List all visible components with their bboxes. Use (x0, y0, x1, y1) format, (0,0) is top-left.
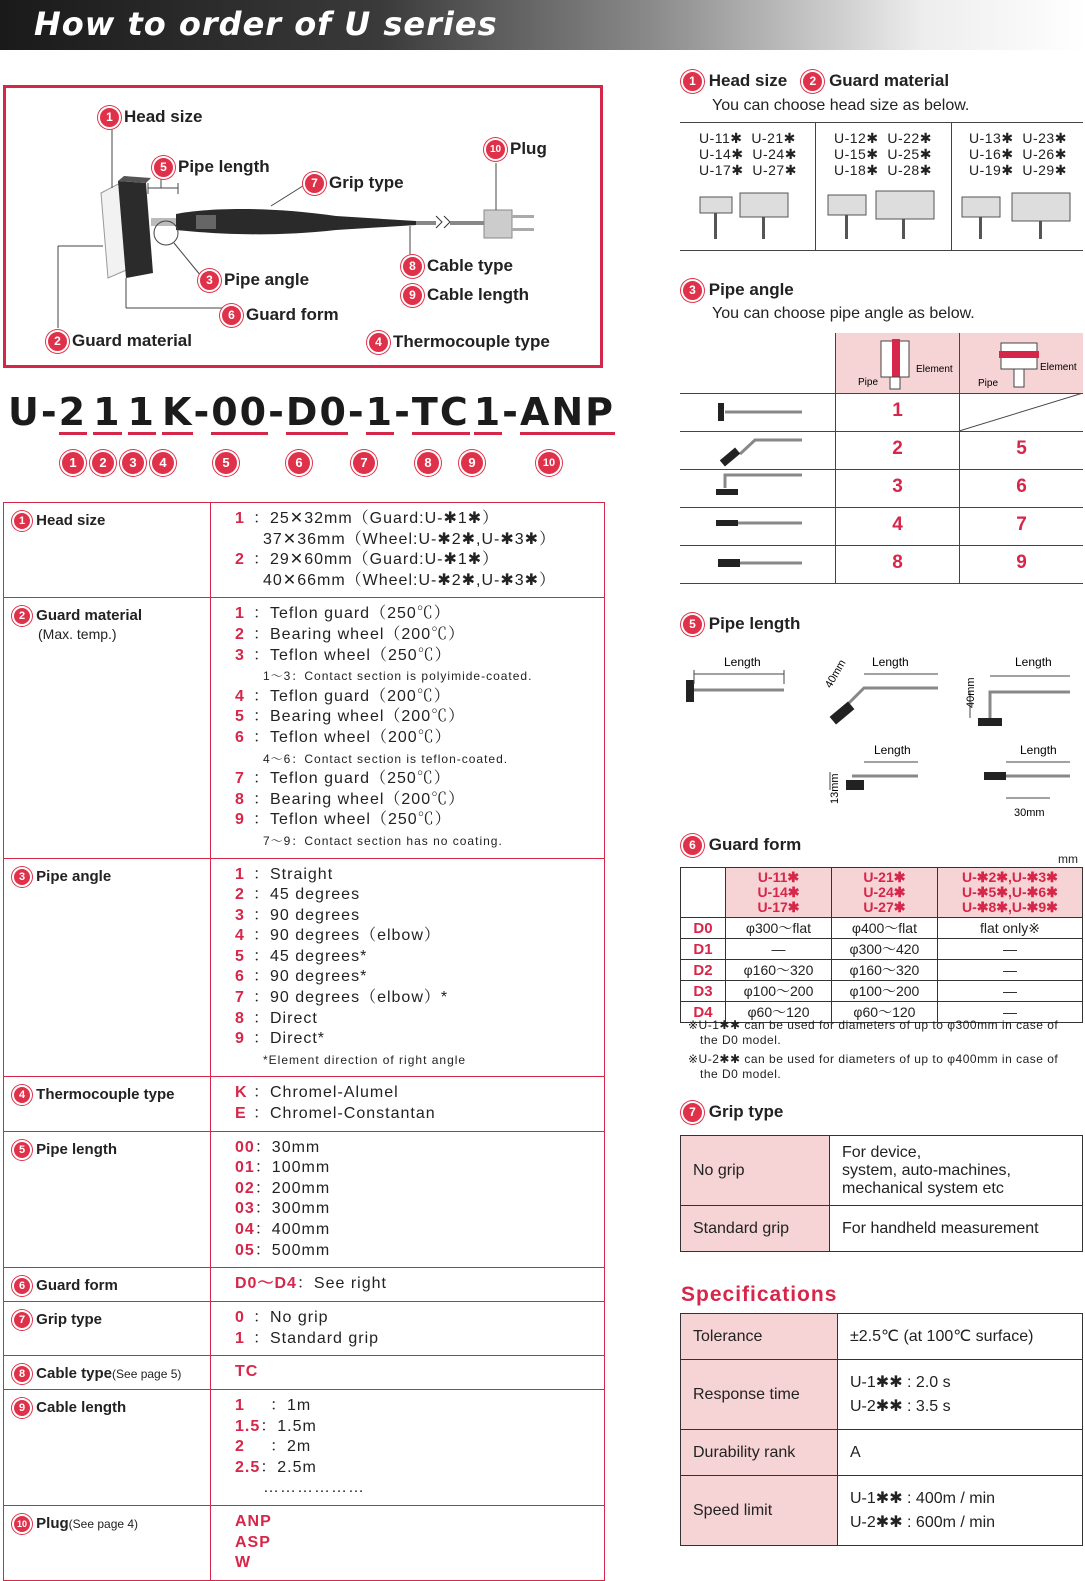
option-code: 2 (235, 1438, 245, 1456)
code-badge-9: 9 (459, 450, 485, 476)
option-text: ：Teflon guard（250℃） (253, 770, 451, 788)
option-code: 01 (235, 1159, 255, 1177)
option-line (235, 831, 604, 852)
guard-form-header: U-11✱ U-14✱ U-17✱ (726, 868, 832, 918)
label-cable-type: 8 Cable type (401, 255, 513, 278)
pipe-angle-code: 4 (892, 514, 903, 535)
option-code: 1 (235, 1396, 245, 1414)
dim-40mm-b: 40mm (965, 677, 977, 708)
option-text: ：Direct* (253, 1030, 326, 1048)
option-text: ：29✕60mm（Guard:U-✱1✱） (253, 551, 500, 569)
code-seg-pipe-length: 00 (211, 390, 269, 434)
option-line (235, 947, 604, 968)
option-line (235, 1199, 604, 1220)
badge-4: 4 (367, 331, 390, 354)
option-code: 02 (235, 1179, 255, 1197)
option-line (235, 625, 604, 646)
option-note: 4～6：Contact section is teflon-coated. (263, 751, 509, 766)
code-badge-3: 3 (120, 450, 146, 476)
option-line (235, 906, 604, 927)
option-code: 6 (235, 728, 245, 746)
option-text: ：Bearing wheel（200℃） (253, 625, 466, 643)
option-line (235, 1553, 604, 1574)
option-line (235, 1029, 604, 1050)
options-pipe-angle (211, 858, 605, 1077)
option-line (235, 1329, 604, 1350)
option-code: 9 (235, 811, 245, 829)
option-code: 04 (235, 1221, 255, 1238)
row-cable-length: 9 Cable length 1 ：1m 1.5：1.5m 2 ：2m 2.5：2.5m ……………… (4, 1389, 605, 1505)
head-model-line: U-13✱ U-23✱ (969, 130, 1067, 146)
label-plug: 10 Plug (484, 138, 547, 161)
option-text: ：500mm (254, 1241, 331, 1259)
spec-row: Speed limit U-1✱✱ : 400m / min U-2✱✱ : 600m / min (681, 1476, 1083, 1546)
option-line (235, 749, 604, 770)
badge-10: 10 (484, 138, 507, 161)
option-text: ：90 degrees（elbow） (253, 927, 441, 945)
option-text: ：100mm (254, 1159, 331, 1177)
code-badge-4: 4 (150, 450, 176, 476)
label-head-size: 1 Head size (98, 106, 202, 129)
badge-1: 1 (98, 106, 121, 129)
option-line (235, 1158, 604, 1179)
option-code: 2 (235, 886, 245, 904)
option-code: D0～D4 (235, 1275, 297, 1293)
head-model-line: U-12✱ U-22✱ (834, 130, 932, 146)
option-text: ：See right (296, 1275, 387, 1293)
guard-form-notes (688, 1018, 1080, 1086)
option-text: ……………… (263, 1479, 365, 1497)
option-line (235, 1362, 604, 1383)
option-code: 3 (235, 646, 245, 664)
option-line (235, 1104, 604, 1125)
pipe-angle-code: 6 (1016, 476, 1027, 497)
option-code: ASP (235, 1533, 271, 1551)
section-grip-type-title: 7 Grip type (681, 1101, 783, 1124)
badge-2: 2 (46, 330, 69, 353)
pipe-angle-code: 3 (892, 476, 903, 497)
option-text: ：No grip (253, 1309, 329, 1327)
guard-form-table (680, 867, 1083, 1023)
guard-form-header: U-21✱ U-24✱ U-27✱ (831, 868, 937, 918)
option-text: ：45 degrees (253, 886, 361, 904)
section-head-size-title: 1 Head size 2 Guard material (681, 70, 949, 93)
code-seg-guard-material: 1 (93, 390, 122, 434)
code-seg-pipe-angle: 1 (127, 390, 156, 434)
option-line (235, 728, 604, 749)
code-prefix: U- (8, 390, 59, 434)
option-line (235, 885, 604, 906)
option-code: 2.5 (235, 1458, 261, 1476)
head-size-subtitle: You can choose head size as below. (712, 97, 970, 114)
option-code: 1.5 (235, 1417, 261, 1435)
option-code: 1 (235, 1329, 245, 1347)
code-seg-head-size: 2 (58, 390, 88, 434)
element-label-1: Element (916, 364, 953, 375)
option-text: ：Standard grip (253, 1329, 380, 1347)
spec-row: Durability rank A (681, 1430, 1083, 1476)
label-thermocouple-type: 4 Thermocouple type (367, 331, 550, 354)
length-label-5: Length (1020, 743, 1057, 757)
option-text: ：90 degrees* (253, 968, 368, 986)
option-text: 37✕36mm（Wheel:U-✱2✱,U-✱3✱） (263, 530, 557, 548)
row-cable-type: 8 Cable type(See page 5) TC (4, 1356, 605, 1390)
option-code: W (235, 1554, 252, 1572)
row-thermocouple-type: 4 Thermocouple type K ：Chromel-Alumel E ：Chromel-Constantan (4, 1077, 605, 1131)
label-cable-length: 9 Cable length (401, 284, 529, 307)
length-label-3: Length (1015, 655, 1052, 669)
option-line (235, 1274, 604, 1295)
option-text: ：25✕32mm（Guard:U-✱1✱） (253, 510, 500, 527)
dim-30mm: 30mm (1014, 807, 1045, 819)
row-grip-type: 7 Grip type 0 ：No grip 1 ：Standard grip (4, 1302, 605, 1356)
option-line (235, 687, 604, 708)
guard-form-row: D2 φ160～320 φ160～320 — (681, 960, 1083, 981)
option-code: 05 (235, 1241, 255, 1259)
pipe-angle-code: 2 (892, 438, 903, 459)
options-cable-type (211, 1356, 605, 1390)
option-text: ：1.5m (260, 1417, 317, 1435)
code-seg-guard-form: D0 (285, 390, 348, 434)
option-code: 8 (235, 790, 245, 808)
option-line (235, 509, 604, 530)
row-pipe-angle: 3 Pipe angle 1 ：Straight 2 ：45 degrees 3 ：90 degrees 4 ：90 degrees（elbow） 5 ：45 degrees* 6 ：90 degrees* 7 ：90 degrees（elbow）* 8 ：Direct 9 ：Direct* *Element direction of right angle (4, 858, 605, 1077)
options-plug (211, 1505, 605, 1580)
code-badge-8: 8 (415, 450, 441, 476)
option-text: ：Chromel-Constantan (253, 1105, 436, 1123)
option-code: E (235, 1105, 247, 1123)
option-code: 5 (235, 708, 245, 726)
grip-row: No grip For device, system, auto-machines, mechanical system etc (681, 1136, 1083, 1206)
option-code: 3 (235, 906, 245, 924)
option-text: ：Teflon guard（250℃） (253, 605, 451, 623)
pipe-angle-empty-cell (959, 393, 1083, 431)
code-seg-plug: ANP (519, 390, 616, 434)
pipe-angle-code: 8 (892, 552, 903, 573)
option-code: 1 (235, 605, 245, 623)
option-line (235, 865, 604, 886)
option-line (235, 1179, 604, 1200)
option-text: ：300mm (254, 1200, 331, 1218)
options-cable-length (211, 1389, 605, 1505)
option-note: *Element direction of right angle (263, 1052, 467, 1067)
label-grip-type: 7 Grip type (303, 172, 404, 195)
option-line (235, 769, 604, 790)
specifications-table (680, 1313, 1083, 1546)
option-code: 9 (235, 1030, 245, 1048)
element-label-2: Element (1040, 362, 1077, 373)
option-line (235, 1308, 604, 1329)
option-text: ：Straight (253, 865, 334, 883)
option-line (235, 926, 604, 947)
pipe-angle-images (680, 393, 835, 583)
order-code-table (3, 502, 605, 1581)
option-code: 7 (235, 989, 245, 1007)
option-line (235, 646, 604, 667)
product-diagram (3, 85, 603, 368)
option-text: ：2m (253, 1438, 312, 1456)
head-model-line: U-19✱ U-29✱ (969, 162, 1067, 178)
code-seg-cable-length: 1 (473, 390, 503, 434)
option-line (235, 1458, 604, 1479)
section-pipe-length-title: 5 Pipe length (681, 613, 800, 636)
head-model-line: U-17✱ U-27✱ (699, 162, 797, 178)
badge-9: 9 (401, 284, 424, 307)
grip-type-table (680, 1135, 1083, 1252)
grip-row: Standard grip For handheld measurement (681, 1206, 1083, 1252)
option-line (235, 988, 604, 1009)
row-plug: 10 Plug(See page 4) ANP ASP W (4, 1505, 605, 1580)
length-label-2: Length (872, 655, 909, 669)
badge-7: 7 (303, 172, 326, 195)
section-pipe-angle-title: 3 Pipe angle (681, 279, 794, 302)
dim-13mm: 13mm (829, 773, 841, 804)
option-note: 1～3：Contact section is polyimide-coated. (263, 669, 533, 684)
option-text: 40✕66mm（Wheel:U-✱2✱,U-✱3✱） (263, 571, 557, 589)
option-line (235, 666, 604, 687)
head-model-line: U-15✱ U-25✱ (834, 146, 932, 162)
guard-form-note: ※U-1✱✱ can be used for diameters of up to φ300mm in case of the D0 model. (688, 1018, 1059, 1047)
page-title: How to order of U series (34, 5, 498, 43)
options-thermocouple-type (211, 1077, 605, 1131)
option-line (235, 571, 604, 592)
guard-form-row: D3 φ100～200 φ100～200 — (681, 981, 1083, 1002)
code-seg-thermocouple: K (162, 390, 194, 434)
option-line (235, 1478, 604, 1499)
length-label-1: Length (724, 655, 761, 669)
spec-row: Tolerance ±2.5℃ (at 100℃ surface) (681, 1314, 1083, 1360)
option-line (235, 707, 604, 728)
option-code: TC (235, 1363, 259, 1381)
option-code: ANP (235, 1512, 272, 1530)
option-line (235, 790, 604, 811)
option-code: 1 (235, 510, 245, 527)
label-guard-material: 2 Guard material (46, 330, 192, 353)
options-pipe-length (211, 1131, 605, 1268)
option-code: 4 (235, 687, 245, 705)
option-code: 00 (235, 1138, 255, 1156)
option-text: ：Teflon wheel（250℃） (253, 646, 452, 664)
pipe-angle-subtitle: You can choose pipe angle as below. (712, 305, 975, 322)
option-code: 7 (235, 770, 245, 788)
spec-row: Response time U-1✱✱ : 2.0 s U-2✱✱ : 3.5 s (681, 1360, 1083, 1430)
badge-5: 5 (152, 156, 175, 179)
pipe-angle-code: 5 (1016, 438, 1027, 459)
option-text: ：Direct (253, 1009, 318, 1027)
option-line (235, 1533, 604, 1554)
head-model-line: U-14✱ U-24✱ (699, 146, 797, 162)
option-line (235, 1437, 604, 1458)
option-code: 8 (235, 1009, 245, 1027)
head-model-line: U-18✱ U-28✱ (834, 162, 932, 178)
pipe-angle-header-diagram (836, 333, 1083, 393)
label-pipe-angle: 3 Pipe angle (198, 269, 309, 292)
badge-8: 8 (401, 255, 424, 278)
option-text: ：30mm (254, 1138, 321, 1156)
option-text: ：2.5m (260, 1458, 317, 1476)
option-text: ：1m (253, 1396, 312, 1414)
option-text: ：Teflon wheel（250℃） (253, 811, 452, 829)
pipe-length-illustrations (680, 650, 1083, 825)
specifications-title: Specifications (681, 1283, 838, 1306)
option-text: ：Bearing wheel（200℃） (253, 790, 466, 808)
head-size-images (680, 185, 1083, 245)
pipe-label-1: Pipe (858, 377, 879, 388)
option-line (235, 604, 604, 625)
option-line (235, 1512, 604, 1533)
option-text: ：Teflon guard（200℃） (253, 687, 451, 705)
badge-3: 3 (198, 269, 221, 292)
code-seg-grip-type: 1 (365, 390, 395, 434)
head-model-line: U-16✱ U-26✱ (969, 146, 1067, 162)
option-code: 0 (235, 1309, 245, 1327)
row-head-size: 1 Head size 1 ：25✕32mm（Guard:U-✱1✱） 37✕36mm（Wheel:U-✱2✱,U-✱3✱） 2 ：29✕60mm（Guard:U-✱1✱） 40✕66mm（Wheel:U-✱2✱,U-✱3✱） (4, 503, 605, 598)
pipe-angle-code: 1 (892, 400, 903, 421)
code-badge-10: 10 (536, 450, 562, 476)
guard-form-row: D0 φ300～flat φ400～flat flat only※ (681, 918, 1083, 939)
guard-form-header: U-✱2✱,U-✱3✱ U-✱5✱,U-✱6✱ U-✱8✱,U-✱9✱ (937, 868, 1082, 918)
option-code: 6 (235, 968, 245, 986)
option-line (235, 530, 604, 551)
option-line (235, 1050, 604, 1071)
option-text: ：45 degrees* (253, 947, 368, 965)
row-pipe-length: 5 Pipe length 00：30mm 01：100mm 02：200mm 03：300mm 04：400mm 05：500mm (4, 1131, 605, 1268)
code-badge-1: 1 (60, 450, 86, 476)
length-label-4: Length (874, 743, 911, 757)
options-head-size (211, 503, 605, 598)
dim-40mm-a: 40mm (822, 657, 849, 691)
label-pipe-length: 5 Pipe length (152, 156, 270, 179)
code-badge-7: 7 (351, 450, 377, 476)
option-line (235, 967, 604, 988)
head-model-line: U-11✱ U-21✱ (699, 130, 796, 146)
option-code: 4 (235, 927, 245, 945)
code-seg-cable-type: TC (411, 390, 470, 434)
pipe-label-2: Pipe (978, 378, 999, 389)
section-guard-form-title: 6 Guard form (681, 834, 801, 857)
code-badge-6: 6 (286, 450, 312, 476)
model-code: U-2 1 1 K-00-D0-1-TC 1-ANP (8, 390, 616, 434)
guard-form-row: D4 φ60～120 φ60～120 — (681, 1002, 1083, 1023)
option-text: ：Chromel-Alumel (253, 1084, 399, 1102)
option-line (235, 810, 604, 831)
badge-6: 6 (220, 304, 243, 327)
option-text: ：200mm (254, 1179, 331, 1197)
option-line (235, 1241, 604, 1262)
options-grip-type (211, 1302, 605, 1356)
pipe-angle-code: 7 (1016, 514, 1027, 535)
option-line (235, 1083, 604, 1104)
option-text: ：Teflon wheel（200℃） (253, 728, 452, 746)
option-note: 7～9：Contact section has no coating. (263, 833, 503, 848)
option-code: K (235, 1084, 248, 1102)
guard-form-unit: mm (1058, 852, 1078, 866)
options-guard-form (211, 1268, 605, 1302)
option-code: 5 (235, 947, 245, 965)
option-text: ：90 degrees (253, 906, 361, 924)
option-code: 2 (235, 625, 245, 643)
option-text: ：400mm (254, 1221, 331, 1238)
option-code: 1 (235, 865, 245, 883)
option-line (235, 1009, 604, 1030)
option-code: 03 (235, 1200, 255, 1218)
option-line (235, 550, 604, 571)
options-guard-material (211, 598, 605, 858)
option-line (235, 1417, 604, 1438)
option-code: 2 (235, 551, 245, 569)
option-line (235, 1220, 604, 1241)
option-text: ：Bearing wheel（200℃） (253, 708, 466, 726)
guard-form-note: ※U-2✱✱ can be used for diameters of up to φ400mm in case of the D0 model. (688, 1052, 1059, 1081)
row-guard-material: 2 Guard material (Max. temp.) 1 ：Teflon guard（250℃） 2 ：Bearing wheel（200℃） 3 ：Teflon wheel（250℃） 1～3：Contact section is polyimide-coated. 4 ：Teflon guard（200℃） 5 ：Bearing wheel（200℃） 6 ：Teflon wheel（200℃） 4～6：Contact section is teflon-coated. 7 ：Teflon guard（250℃） 8 ：Bearing wheel（200℃） 9 ：Teflon wheel（250℃） 7～9：Contact section has no coating. (4, 598, 605, 858)
option-line (235, 1138, 604, 1159)
code-badge-5: 5 (213, 450, 239, 476)
code-badge-2: 2 (90, 450, 116, 476)
row-guard-form: 6 Guard form D0～D4：See right (4, 1268, 605, 1302)
pipe-angle-code: 9 (1016, 552, 1027, 573)
label-guard-form: 6 Guard form (220, 304, 339, 327)
guard-form-row: D1 — φ300～420 — (681, 939, 1083, 960)
option-text: ：90 degrees（elbow）* (253, 989, 449, 1007)
option-line (235, 1396, 604, 1417)
code-badges (60, 450, 600, 474)
